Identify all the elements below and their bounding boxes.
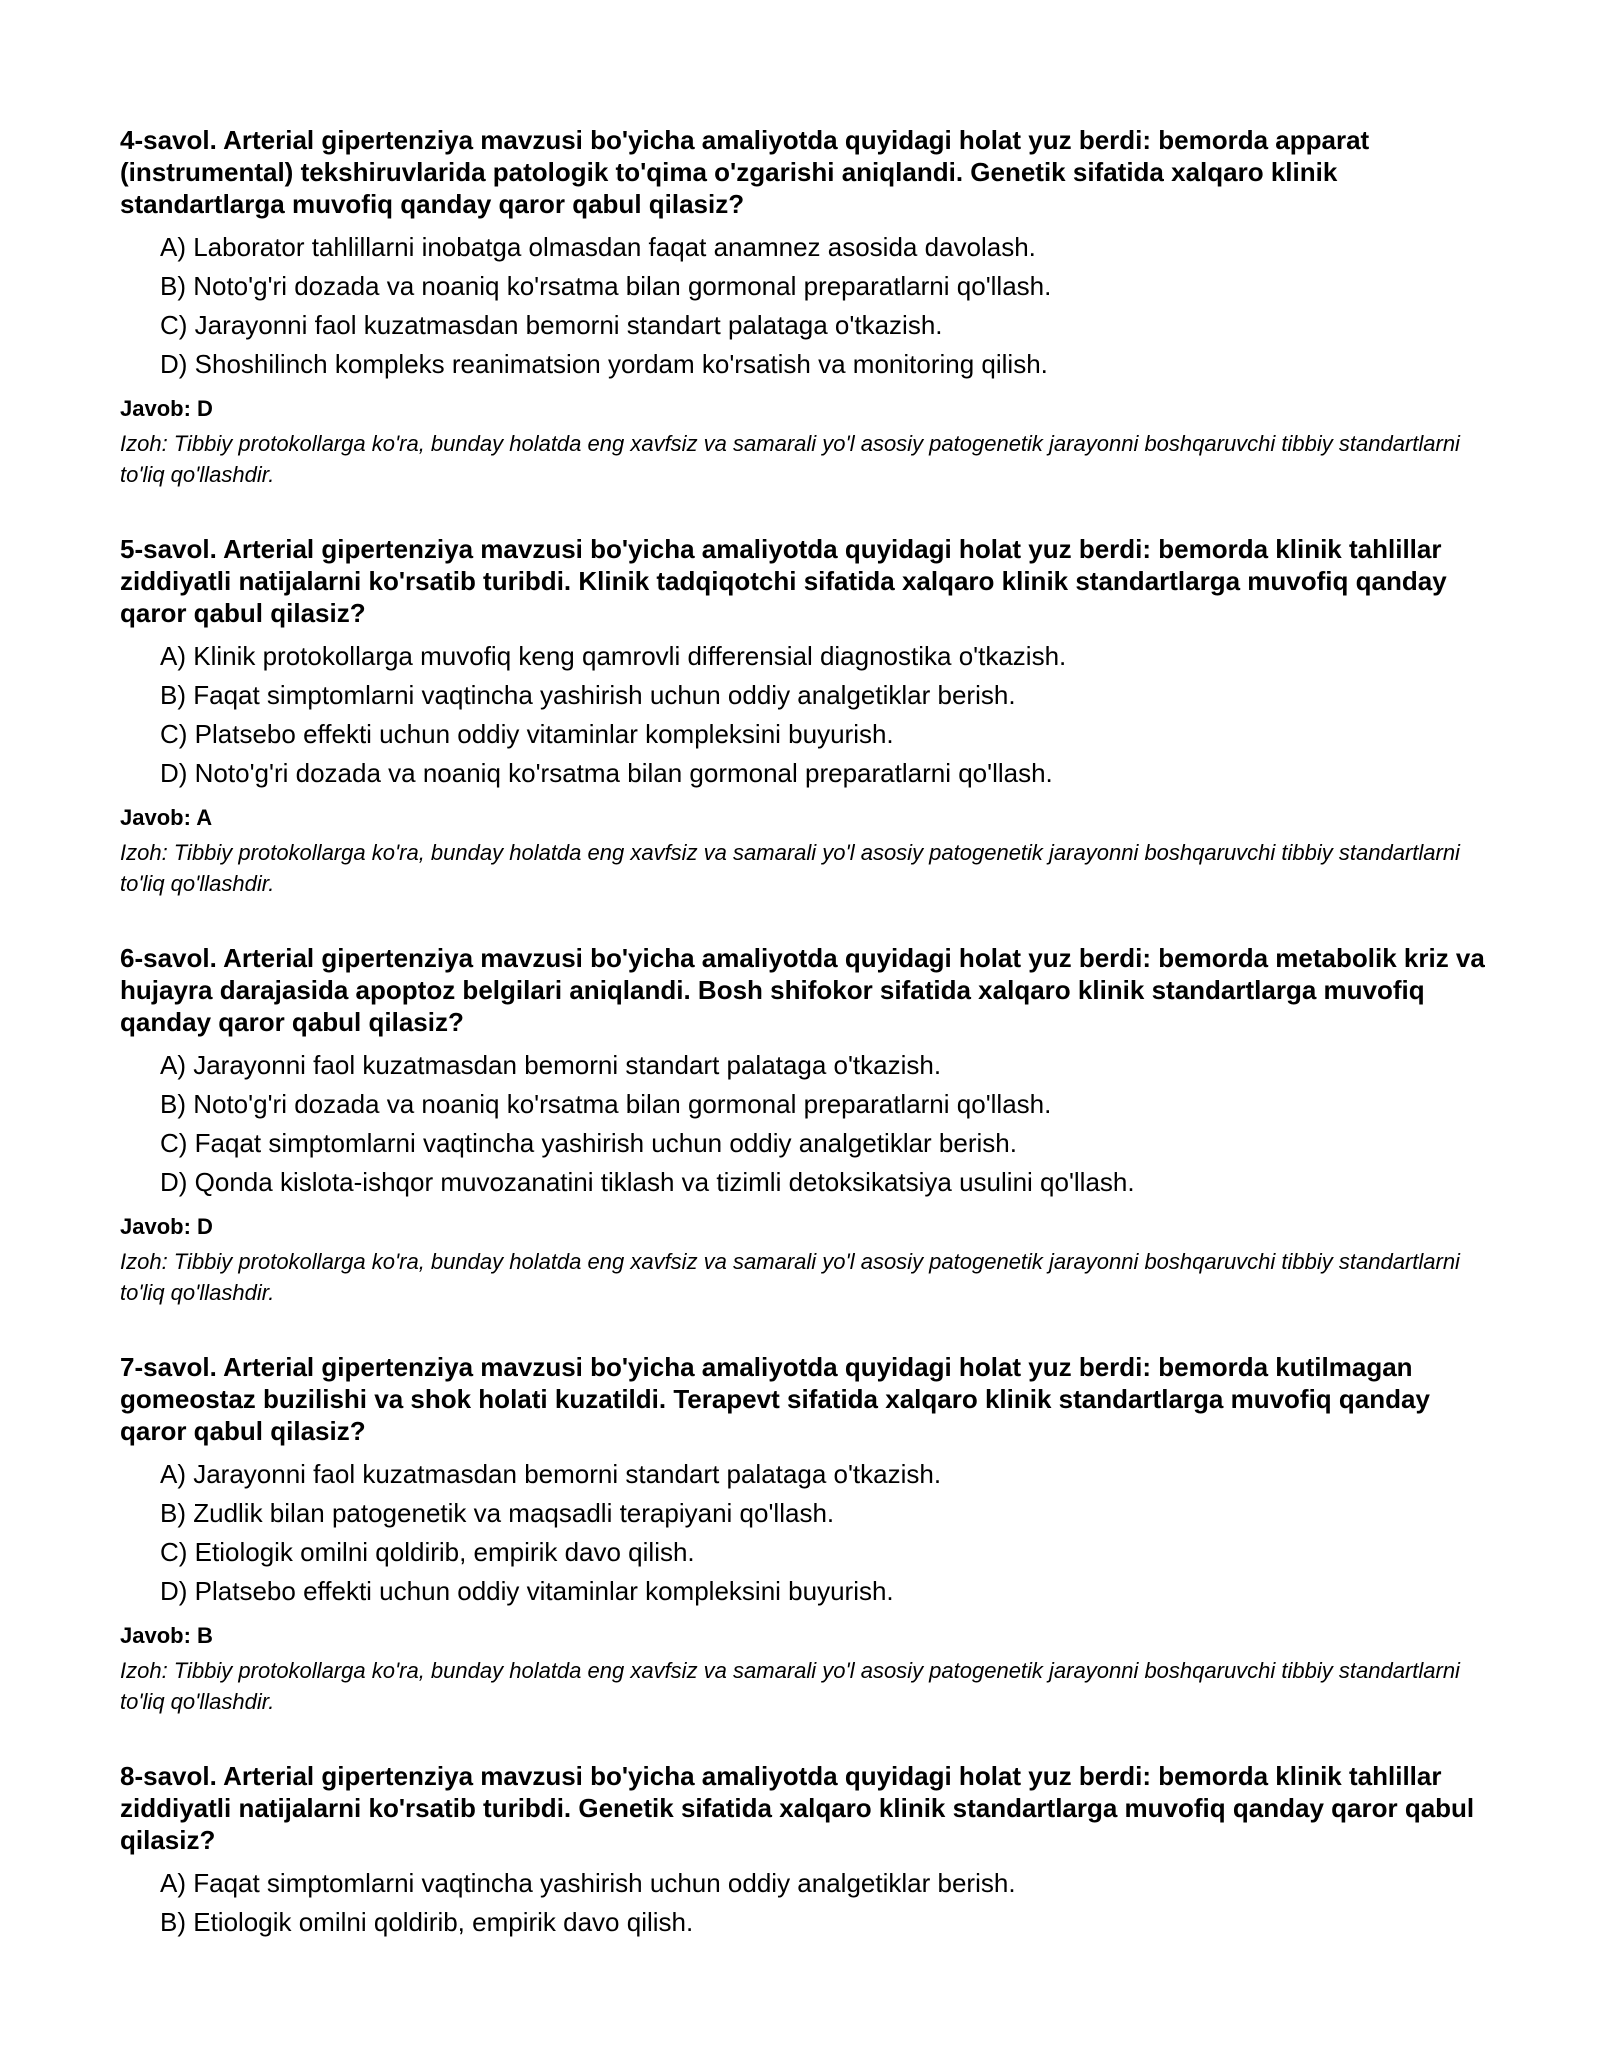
explanation-note: Izoh: Tibbiy protokollarga ko'ra, bunday holatda eng xavfsiz va samarali yo'l asosiy patogenetik jarayonni boshqaruvchi tibbiy standartlarni to'liq qo'llashdir. [120, 1658, 1460, 1714]
option-b: B) Zudlik bilan patogenetik va maqsadli terapiyani qo'llash. [160, 1498, 835, 1528]
option-c: C) Platsebo effekti uchun oddiy vitaminlar kompleksini buyurish. [160, 719, 894, 749]
option-d: D) Shoshilinch kompleks reanimatsion yordam ko'rsatish va monitoring qilish. [160, 349, 1048, 379]
explanation-note: Izoh: Tibbiy protokollarga ko'ra, bunday holatda eng xavfsiz va samarali yo'l asosiy patogenetik jarayonni boshqaruvchi tibbiy standartlarni to'liq qo'llashdir. [120, 1249, 1460, 1305]
option-c: C) Etiologik omilni qoldirib, empirik davo qilish. [160, 1537, 695, 1567]
question-7 [120, 1351, 1490, 1717]
option-d: D) Noto'g'ri dozada va noaniq ko'rsatma bilan gormonal preparatlarni qo'llash. [160, 758, 1053, 788]
question-8 [120, 1760, 1490, 1942]
document-page [120, 124, 1490, 1985]
question-5 [120, 533, 1490, 899]
option-c: C) Faqat simptomlarni vaqtincha yashirish uchun oddiy analgetiklar berish. [160, 1128, 1017, 1158]
option-b: B) Noto'g'ri dozada va noaniq ko'rsatma bilan gormonal preparatlarni qo'llash. [160, 271, 1052, 301]
question-title: 5-savol. Arterial gipertenziya mavzusi bo'yicha amaliyotda quyidagi holat yuz berdi: bemorda klinik tahlillar ziddiyatli natijalarni ko'rsatib turibdi. Klinik tadqiqotchi sifatida xalqaro klinik standartlarga muvofiq qanday qaror qabul qilasiz? [120, 534, 1447, 628]
options-list [120, 228, 1490, 384]
answer-label: Javob: D [120, 1214, 213, 1239]
question-4 [120, 124, 1490, 490]
option-b: B) Faqat simptomlarni vaqtincha yashirish uchun oddiy analgetiklar berish. [160, 680, 1016, 710]
explanation-note: Izoh: Tibbiy protokollarga ko'ra, bunday holatda eng xavfsiz va samarali yo'l asosiy patogenetik jarayonni boshqaruvchi tibbiy standartlarni to'liq qo'llashdir. [120, 431, 1460, 487]
question-title: 8-savol. Arterial gipertenziya mavzusi bo'yicha amaliyotda quyidagi holat yuz berdi: bemorda klinik tahlillar ziddiyatli natijalarni ko'rsatib turibdi. Genetik sifatida xalqaro klinik standartlarga muvofiq qanday qaror qabul qilasiz? [120, 1761, 1475, 1855]
option-a: A) Jarayonni faol kuzatmasdan bemorni standart palataga o'tkazish. [160, 1459, 942, 1489]
option-a: A) Faqat simptomlarni vaqtincha yashirish uchun oddiy analgetiklar berish. [160, 1868, 1016, 1898]
answer-label: Javob: A [120, 805, 213, 830]
options-list [120, 1455, 1490, 1611]
options-list [120, 637, 1490, 793]
option-c: C) Jarayonni faol kuzatmasdan bemorni standart palataga o'tkazish. [160, 310, 943, 340]
answer-label: Javob: B [120, 1623, 213, 1648]
option-a: A) Laborator tahlillarni inobatga olmasdan faqat anamnez asosida davolash. [160, 232, 1036, 262]
question-title: 6-savol. Arterial gipertenziya mavzusi bo'yicha amaliyotda quyidagi holat yuz berdi: bemorda metabolik kriz va hujayra darajasida apoptoz belgilari aniqlandi. Bosh shifokor sifatida xalqaro klinik standartlarga muvofiq qanday qaror qabul qilasiz? [120, 943, 1485, 1037]
answer-label: Javob: D [120, 396, 213, 421]
question-title: 7-savol. Arterial gipertenziya mavzusi bo'yicha amaliyotda quyidagi holat yuz berdi: bemorda kutilmagan gomeostaz buzilishi va shok holati kuzatildi. Terapevt sifatida xalqaro klinik standartlarga muvofiq qanday qaror qabul qilasiz? [120, 1352, 1430, 1446]
question-title: 4-savol. Arterial gipertenziya mavzusi bo'yicha amaliyotda quyidagi holat yuz berdi: bemorda apparat (instrumental) tekshiruvlarida patologik to'qima o'zgarishi aniqlandi. Genetik sifatida xalqaro klinik standartlarga muvofiq qanday qaror qabul qilasiz? [120, 125, 1370, 219]
option-d: D) Platsebo effekti uchun oddiy vitaminlar kompleksini buyurish. [160, 1576, 894, 1606]
option-b: B) Noto'g'ri dozada va noaniq ko'rsatma bilan gormonal preparatlarni qo'llash. [160, 1089, 1052, 1119]
option-a: A) Klinik protokollarga muvofiq keng qamrovli differensial diagnostika o'tkazish. [160, 641, 1067, 671]
option-a: A) Jarayonni faol kuzatmasdan bemorni standart palataga o'tkazish. [160, 1050, 942, 1080]
option-d: D) Qonda kislota-ishqor muvozanatini tiklash va tizimli detoksikatsiya usulini qo'llash. [160, 1167, 1135, 1197]
option-b: B) Etiologik omilni qoldirib, empirik davo qilish. [160, 1907, 694, 1937]
question-6 [120, 942, 1490, 1308]
explanation-note: Izoh: Tibbiy protokollarga ko'ra, bunday holatda eng xavfsiz va samarali yo'l asosiy patogenetik jarayonni boshqaruvchi tibbiy standartlarni to'liq qo'llashdir. [120, 840, 1460, 896]
options-list [120, 1864, 1490, 1942]
options-list [120, 1046, 1490, 1202]
